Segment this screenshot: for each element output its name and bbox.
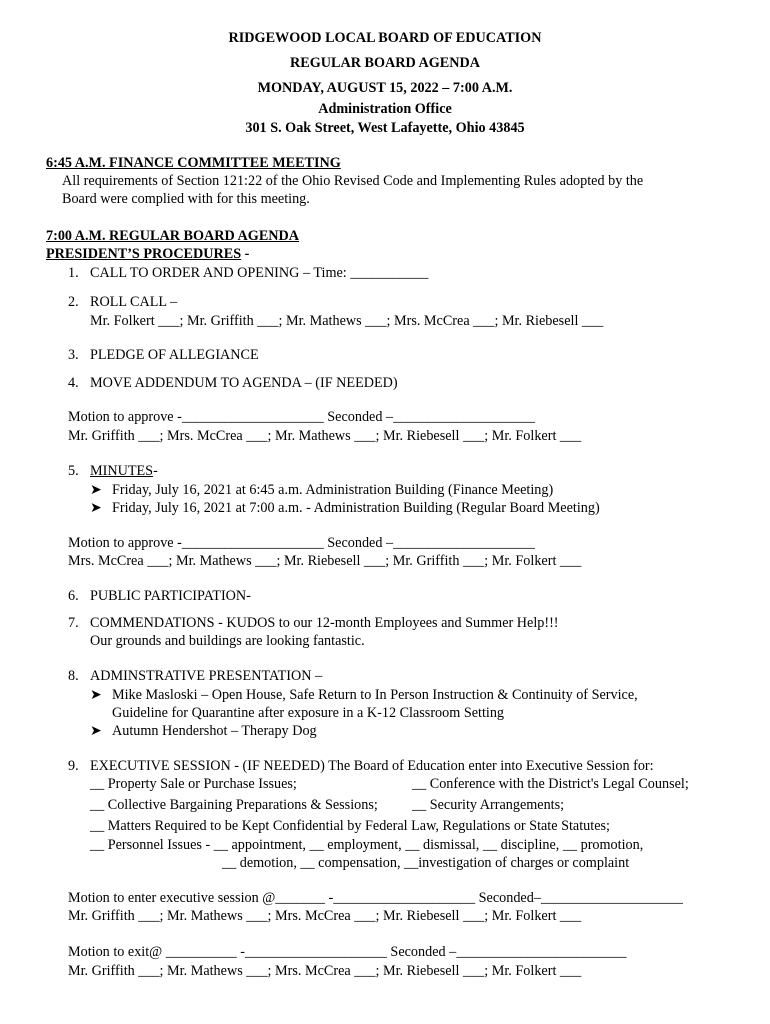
arrow-bullet-icon: ➤ <box>90 482 102 498</box>
item-7-text: COMMENDATIONS - KUDOS to our 12-month Employees and Summer Help!!! <box>90 615 559 631</box>
motion-1-line1: Motion to approve -____________________ Seconded –____________________ <box>68 409 535 425</box>
item-1 <box>68 264 428 282</box>
minutes-bullet-2-text: Friday, July 16, 2021 at 7:00 a.m. - Administration Building (Regular Board Meeting) <box>112 500 600 516</box>
finance-text-line1: All requirements of Section 121:22 of the Ohio Revised Code and Implementing Rules adopted by the <box>62 173 644 189</box>
meeting-location: Administration Office <box>318 101 452 117</box>
regular-heading: 7:00 A.M. REGULAR BOARD AGENDA <box>46 228 300 244</box>
meeting-datetime: MONDAY, AUGUST 15, 2022 – 7:00 A.M. <box>257 80 513 96</box>
presentation-bullet-1 <box>90 686 638 704</box>
motion-3-line1: Motion to enter executive session @_______ -____________________ Seconded–____________________ <box>68 890 683 906</box>
item-5-suffix: - <box>153 463 158 479</box>
item-8 <box>68 667 322 685</box>
motion-3-votes: Mr. Griffith ___; Mr. Mathews ___; Mrs. McCrea ___; Mr. Riebesell ___; Mr. Folkert ___ <box>68 908 582 924</box>
minutes-bullet-1 <box>90 481 553 499</box>
arrow-bullet-icon: ➤ <box>90 723 102 739</box>
finance-text-line2: Board were complied with for this meeting. <box>62 191 310 207</box>
item-7-sub: Our grounds and buildings are looking fantastic. <box>90 633 365 649</box>
minutes-bullet-1-text: Friday, July 16, 2021 at 6:45 a.m. Administration Building (Finance Meeting) <box>112 482 554 498</box>
presentation-bullet-1-cont: Guideline for Quarantine after exposure in a K-12 Classroom Setting <box>112 705 505 721</box>
item-2-num: 2. <box>68 294 79 310</box>
item-2-text: ROLL CALL – <box>90 294 178 310</box>
presentation-bullet-1-text: Mike Masloski – Open House, Safe Return to In Person Instruction & Continuity of Service, <box>112 687 638 703</box>
item-4 <box>68 374 398 392</box>
item-7 <box>68 614 559 632</box>
exec-option-personnel-cont: __ demotion, __ compensation, __investigation of charges or complaint <box>222 855 630 871</box>
exec-option-legal: __ Conference with the District's Legal Counsel; <box>412 776 689 792</box>
finance-heading: 6:45 A.M. FINANCE COMMITTEE MEETING <box>46 155 341 171</box>
presentation-bullet-2 <box>90 722 317 740</box>
org-title: RIDGEWOOD LOCAL BOARD OF EDUCATION <box>228 30 542 46</box>
roll-call-names: Mr. Folkert ___; Mr. Griffith ___; Mr. Mathews ___; Mrs. McCrea ___; Mr. Riebesell ___ <box>90 313 604 329</box>
agenda-title: REGULAR BOARD AGENDA <box>290 55 480 71</box>
motion-4-votes: Mr. Griffith ___; Mr. Mathews ___; Mrs. McCrea ___; Mr. Riebesell ___; Mr. Folkert ___ <box>68 963 582 979</box>
exec-option-security: __ Security Arrangements; <box>412 797 565 813</box>
item-1-num: 1. <box>68 265 79 281</box>
item-9-text: EXECUTIVE SESSION - (IF NEEDED) The Board of Education enter into Executive Session for: <box>90 758 654 774</box>
motion-1-votes: Mr. Griffith ___; Mrs. McCrea ___; Mr. Mathews ___; Mr. Riebesell ___; Mr. Folkert ___ <box>68 428 582 444</box>
item-3 <box>68 346 259 364</box>
item-1-text: CALL TO ORDER AND OPENING – Time: ___________ <box>90 265 429 281</box>
item-6-text: PUBLIC PARTICIPATION- <box>90 588 251 604</box>
item-3-num: 3. <box>68 347 79 363</box>
item-5-text: MINUTES <box>90 463 154 479</box>
motion-4-line1: Motion to exit@ __________ -____________________ Seconded –________________________ <box>68 944 627 960</box>
meeting-address: 301 S. Oak Street, West Lafayette, Ohio 43845 <box>245 120 525 136</box>
exec-option-personnel: __ Personnel Issues - __ appointment, __ employment, __ dismissal, __ discipline, __ promotion, <box>90 837 644 853</box>
arrow-bullet-icon: ➤ <box>90 500 102 516</box>
arrow-bullet-icon: ➤ <box>90 687 102 703</box>
item-8-num: 8. <box>68 668 79 684</box>
presentation-bullet-2-text: Autumn Hendershot – Therapy Dog <box>112 723 317 739</box>
item-4-text: MOVE ADDENDUM TO AGENDA – (IF NEEDED) <box>90 375 398 391</box>
item-8-text: ADMINSTRATIVE PRESENTATION – <box>90 668 323 684</box>
exec-option-property: __ Property Sale or Purchase Issues; <box>90 776 297 792</box>
motion-2-votes: Mrs. McCrea ___; Mr. Mathews ___; Mr. Riebesell ___; Mr. Griffith ___; Mr. Folkert ___ <box>68 553 582 569</box>
motion-2-line1: Motion to approve -____________________ Seconded –____________________ <box>68 535 535 551</box>
item-3-text: PLEDGE OF ALLEGIANCE <box>90 347 259 363</box>
item-7-num: 7. <box>68 615 79 631</box>
item-4-num: 4. <box>68 375 79 391</box>
item-9-num: 9. <box>68 758 79 774</box>
president-procedures <box>46 245 249 263</box>
item-6 <box>68 587 251 605</box>
item-6-num: 6. <box>68 588 79 604</box>
item-5 <box>68 462 158 480</box>
exec-option-bargaining: __ Collective Bargaining Preparations & Sessions; <box>90 797 378 813</box>
exec-option-confidential: __ Matters Required to be Kept Confidential by Federal Law, Regulations or State Statutes; <box>90 818 610 834</box>
president-label: PRESIDENT’S PROCEDURES <box>46 246 242 262</box>
item-9 <box>68 757 654 775</box>
item-2 <box>68 293 177 311</box>
item-5-num: 5. <box>68 463 79 479</box>
president-suffix: - <box>241 246 250 262</box>
minutes-bullet-2 <box>90 499 600 517</box>
